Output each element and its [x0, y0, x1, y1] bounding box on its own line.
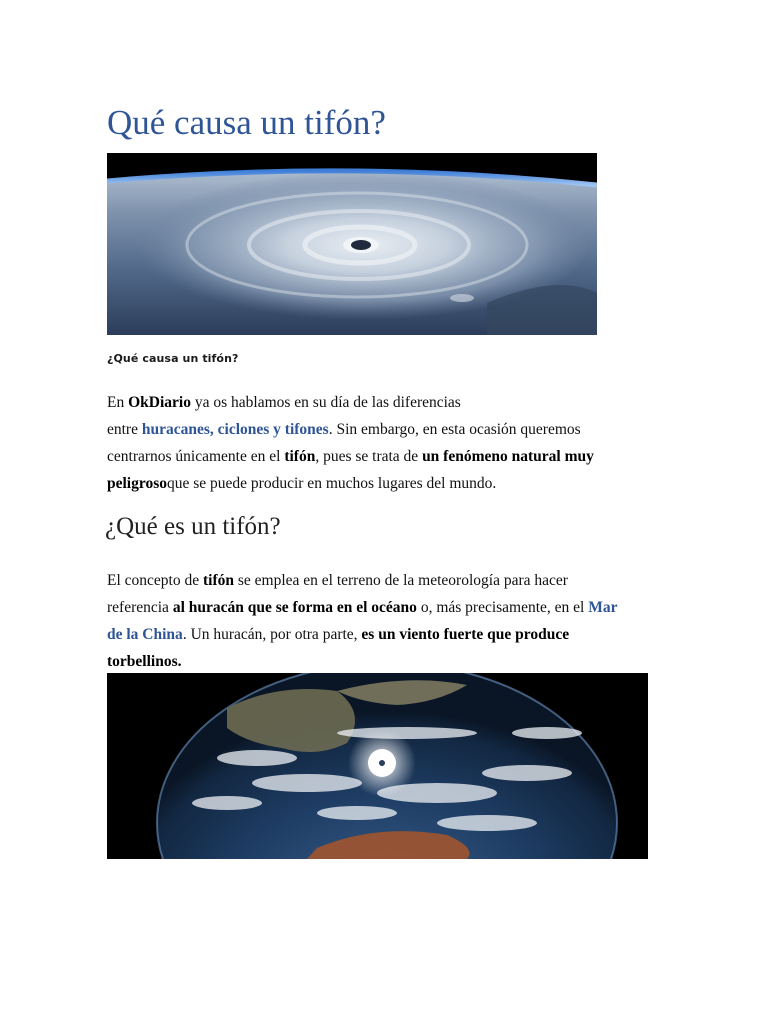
text-run: se emplea en el terreno de la meteorología para hacer	[233, 572, 568, 589]
earth-from-space-image	[107, 673, 648, 859]
definition-line	[107, 648, 667, 675]
text-run: En	[107, 394, 129, 411]
intro-line	[107, 389, 667, 416]
figure-caption: ¿Qué causa un tifón?	[107, 352, 239, 365]
text-run: entre	[107, 421, 142, 438]
definition-line	[107, 567, 667, 594]
text-run: ya os hablamos en su día de las diferencias	[190, 394, 461, 411]
bold-phrase: un fenómeno natural muy	[422, 448, 594, 465]
typhoon-satellite-image	[107, 153, 597, 335]
bold-phrase: peligroso	[107, 475, 167, 492]
bold-phrase: al huracán que se forma en el océano	[172, 599, 417, 616]
text-run: . Un huracán, por otra parte,	[182, 626, 362, 643]
okdiario-bold: OkDiario	[128, 394, 191, 411]
definition-line	[107, 621, 667, 648]
mar-de-la-china-link[interactable]: Mar	[588, 599, 618, 616]
definition-paragraph	[107, 567, 667, 675]
hurricanes-cyclones-typhoons-link[interactable]: huracanes, ciclones y tifones	[141, 421, 329, 438]
text-run: , pues se trata de	[315, 448, 423, 465]
page-title: Qué causa un tifón?	[107, 103, 386, 142]
definition-line	[107, 594, 667, 621]
text-run: o, más precisamente, en el	[416, 599, 589, 616]
intro-line	[107, 443, 667, 470]
intro-line	[107, 416, 667, 443]
text-run: . Sin embargo, en esta ocasión queremos	[328, 421, 581, 438]
text-run: referencia	[107, 599, 173, 616]
mar-de-la-china-link-cont[interactable]: de la China	[107, 626, 183, 643]
bold-phrase: es un viento fuerte que produce	[361, 626, 570, 643]
bold-term: tifón	[284, 448, 316, 465]
text-run: centrarnos únicamente en el	[107, 448, 285, 465]
section-heading: ¿Qué es un tifón?	[105, 513, 281, 540]
bold-term: tifón	[202, 572, 234, 589]
intro-line	[107, 470, 667, 497]
bold-phrase: torbellinos.	[107, 653, 182, 670]
text-run: El concepto de	[107, 572, 203, 589]
text-run: que se puede producir en muchos lugares del mundo.	[167, 475, 497, 492]
intro-paragraph	[107, 389, 667, 497]
